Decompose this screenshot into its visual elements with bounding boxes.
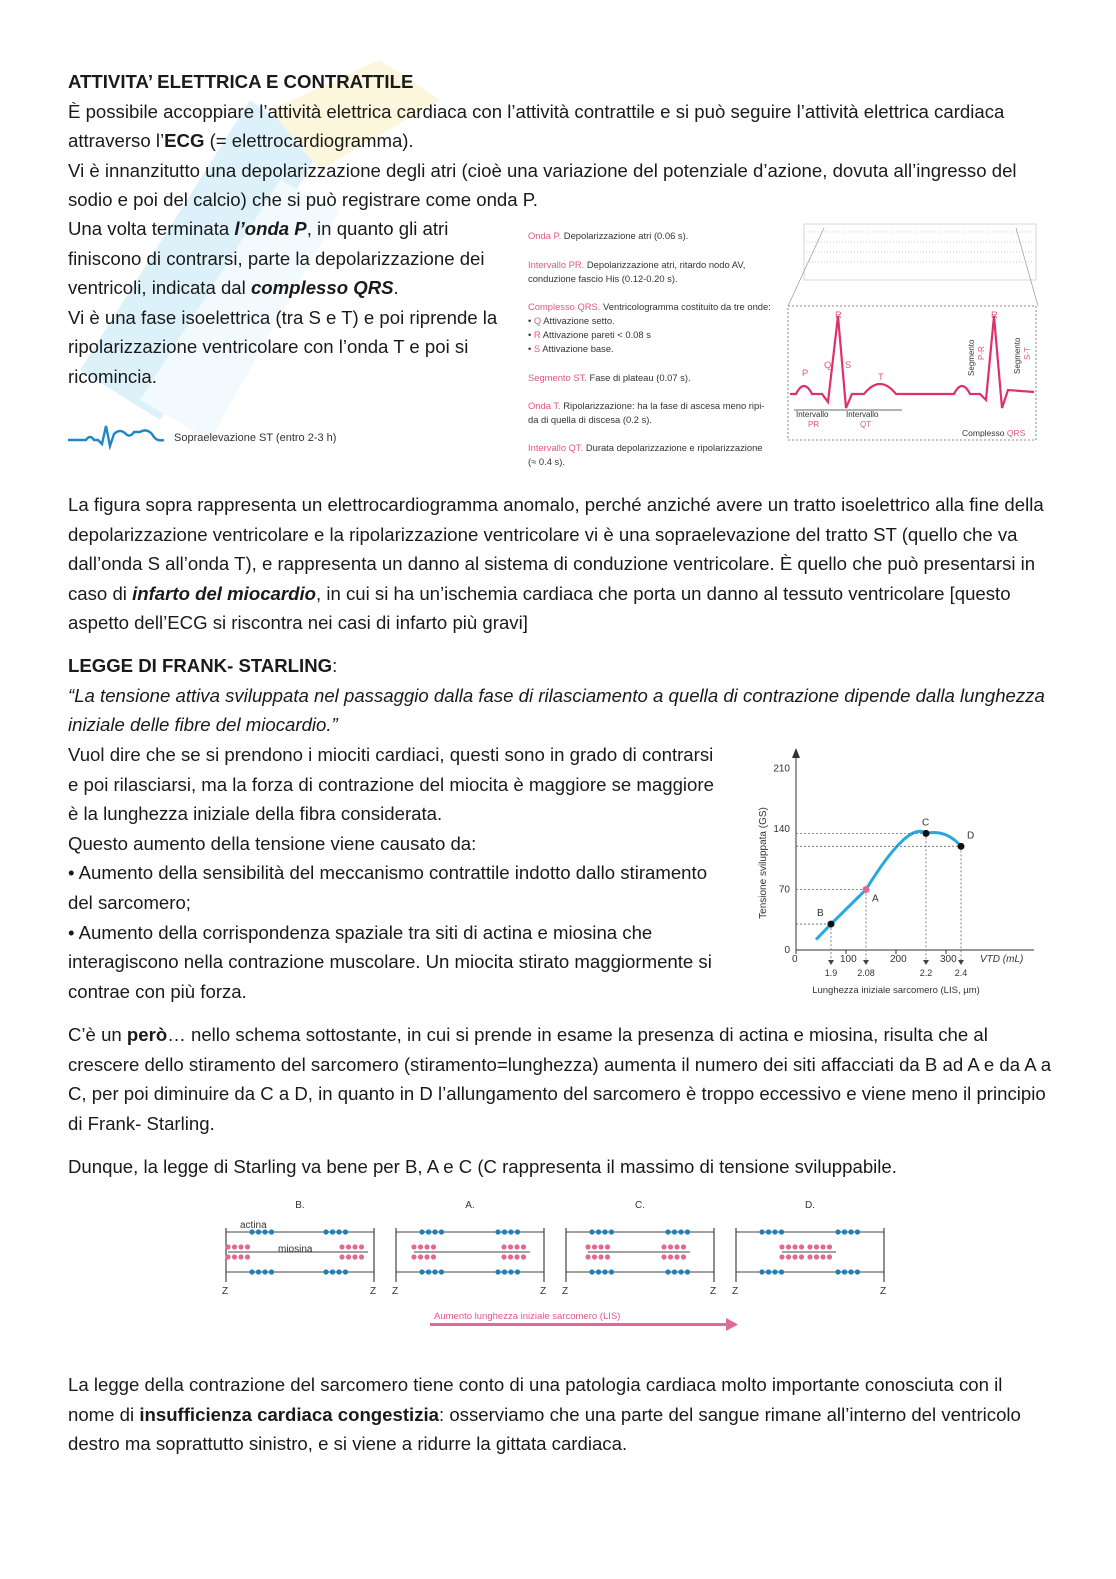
- caption-s: • S Attivazione base.: [528, 343, 614, 354]
- filament-bead: [426, 1229, 431, 1234]
- filament-bead: [418, 1244, 423, 1249]
- section-qrs-text: [68, 214, 500, 392]
- paragraph: [68, 97, 1053, 156]
- filament-bead: [814, 1254, 819, 1259]
- filament-bead: [346, 1244, 351, 1249]
- y-tick-label: 140: [773, 824, 790, 836]
- seg-st-label: Segmento: [1013, 337, 1022, 374]
- filament-bead: [799, 1254, 804, 1259]
- filament-bead: [330, 1229, 335, 1234]
- caption-st: Segmento ST. Fase di plateau (0.07 s).: [528, 372, 691, 383]
- filament-bead: [336, 1269, 341, 1274]
- x-tick-label: 100: [840, 954, 857, 965]
- ecg-figure: [524, 218, 1044, 472]
- st-trace: [68, 426, 164, 446]
- text: (= elettrocardiogramma).: [204, 130, 414, 152]
- y-tick-label: 0: [784, 945, 790, 956]
- bullet-item: • Aumento della corrispondenza spaziale tra siti di actina e miosina che interagiscono nella contrazione muscolare. Un miocita stirato maggiormente si contrae con più forza.: [68, 921, 712, 1002]
- filament-bead: [256, 1269, 261, 1274]
- filament-bead: [508, 1254, 513, 1259]
- x2-tick-label: 2.4: [954, 968, 968, 978]
- caption-qt-2: (≈ 0.4 s).: [528, 456, 565, 467]
- pr-label: Intervallo: [796, 410, 829, 419]
- paragraph: Questo aumento della tensione viene causato da:: [68, 832, 477, 854]
- paragraph: C’è un però… nello schema sottostante, in cui si prende in esame la presenza di actina e miosina, risulta che al crescere dello stiramento del sarcomero (stiramento=lunghezza) aumenta il numero dei siti affacciati da B ad A e da A a C, per poi diminuire da C a D, in quanto in D l’allungamento del sarcomero è troppo eccessivo e viene meno il principio di Frank- Starling.: [68, 1024, 1052, 1134]
- x2-tick-label: 2.08: [857, 968, 875, 978]
- length-arrow: [430, 1323, 726, 1326]
- filament-bead: [665, 1269, 670, 1274]
- filament-bead: [521, 1244, 526, 1249]
- filament-bead: [668, 1244, 673, 1249]
- filament-bead: [807, 1244, 812, 1249]
- filament-bead: [336, 1229, 341, 1234]
- filament-bead: [346, 1254, 351, 1259]
- section-heart-failure: [68, 1370, 1053, 1459]
- paragraph: Vi è innanzitutto una depolarizzazione degli atri (cioè una variazione del potenziale d’azione, dovuta all’ingresso del sodio e poi del calcio) che si può registrare come onda P.: [68, 159, 1017, 211]
- filament-bead: [426, 1269, 431, 1274]
- filament-bead: [508, 1244, 513, 1249]
- sarcomere-figure: [214, 1198, 904, 1338]
- filament-bead: [269, 1269, 274, 1274]
- bullet-item: • Aumento della sensibilità del meccanismo contrattile indotto dallo stiramento del sarcomero;: [68, 862, 708, 913]
- filament-bead: [827, 1254, 832, 1259]
- z-label: Z: [222, 1286, 229, 1297]
- filament-bead: [323, 1229, 328, 1234]
- paragraph: [68, 490, 1053, 638]
- paragraph: La legge della contrazione del sarcomero tiene conto di una patologia cardiaca molto importante conosciuta con il nome di insufficienza cardiaca congestizia: osserviamo che una parte del sangue rimane all’interno del ventricolo destro ma soprattutto sinistro, e si viene a ridurre la gittata cardiaca.: [68, 1374, 1021, 1455]
- filament-bead: [609, 1229, 614, 1234]
- point-label: D: [967, 830, 975, 842]
- filament-bead: [855, 1269, 860, 1274]
- frank-starling-chart: [748, 748, 1038, 998]
- length-arrow-head: [726, 1318, 738, 1331]
- seg-pr-label-2: P-R: [977, 346, 986, 360]
- guide-arrow: [828, 960, 834, 965]
- filament-bead: [779, 1244, 784, 1249]
- z-label: Z: [370, 1286, 377, 1297]
- filament-bead: [848, 1269, 853, 1274]
- y-tick-label: 210: [773, 763, 790, 775]
- caption-t-2: da di quella di discesa (0.2 s).: [528, 414, 653, 425]
- wave-r2-label: R: [991, 309, 998, 320]
- filament-bead: [799, 1244, 804, 1249]
- point-label: A: [872, 893, 879, 905]
- y-tick-label: 70: [778, 884, 790, 896]
- section-title: LEGGE DI FRANK- STARLING:: [68, 655, 338, 676]
- filament-bead: [609, 1269, 614, 1274]
- filament-bead: [598, 1254, 603, 1259]
- point-label: B: [817, 908, 824, 920]
- filament-bead: [766, 1269, 771, 1274]
- filament-bead: [786, 1254, 791, 1259]
- filament-bead: [431, 1244, 436, 1249]
- x-tick-label: 300: [940, 954, 957, 965]
- filament-bead: [238, 1244, 243, 1249]
- filament-bead: [359, 1244, 364, 1249]
- filament-bead: [225, 1244, 230, 1249]
- z-label: Z: [562, 1286, 569, 1297]
- filament-bead: [814, 1244, 819, 1249]
- complex-label: Complesso QRS: [962, 428, 1026, 438]
- filament-bead: [842, 1269, 847, 1274]
- section-ecg-anomaly: [68, 490, 1053, 638]
- filament-bead: [339, 1244, 344, 1249]
- filament-bead: [424, 1244, 429, 1249]
- section-sarcomere-text: [68, 1020, 1053, 1182]
- y-axis-arrow: [792, 748, 800, 758]
- z-label: Z: [880, 1286, 887, 1297]
- bold-italic-term: infarto del miocardio: [132, 582, 316, 604]
- filament-bead: [835, 1229, 840, 1234]
- filament-bead: [592, 1254, 597, 1259]
- filament-bead: [779, 1229, 784, 1234]
- x-tick-label: 200: [890, 954, 907, 965]
- actina-label: actina: [240, 1220, 267, 1231]
- filament-bead: [605, 1244, 610, 1249]
- filament-bead: [502, 1229, 507, 1234]
- y-axis-label: Tensione sviluppata (GS): [758, 807, 769, 919]
- filament-bead: [835, 1269, 840, 1274]
- filament-bead: [501, 1244, 506, 1249]
- z-label: Z: [732, 1286, 739, 1297]
- caption-qrs: Complesso QRS. Ventricologramma costituito da tre onde:: [528, 301, 771, 312]
- filament-bead: [245, 1254, 250, 1259]
- filament-bead: [508, 1269, 513, 1274]
- section-electrical-activity: [68, 67, 1053, 215]
- filament-bead: [685, 1269, 690, 1274]
- filament-bead: [779, 1254, 784, 1259]
- panel-label: C.: [635, 1200, 645, 1211]
- text: .: [393, 277, 399, 299]
- filament-bead: [343, 1269, 348, 1274]
- filament-bead: [411, 1244, 416, 1249]
- filament-bead: [592, 1244, 597, 1249]
- qt-label-2: QT: [860, 420, 872, 429]
- caption-qt: Intervallo QT. Durata depolarizzazione e ripolarizzazione: [528, 442, 763, 453]
- filament-bead: [674, 1244, 679, 1249]
- filament-bead: [352, 1244, 357, 1249]
- filament-bead: [759, 1269, 764, 1274]
- filament-bead: [339, 1254, 344, 1259]
- filament-bead: [602, 1269, 607, 1274]
- filament-bead: [585, 1244, 590, 1249]
- caption-t: Onda T. Ripolarizzazione: ha la fase di ascesa meno ripi-: [528, 400, 765, 411]
- curve: [816, 831, 961, 939]
- paragraph: Dunque, la legge di Starling va bene per B, A e C (C rappresenta il massimo di tensione sviluppabile.: [68, 1156, 897, 1178]
- filament-bead: [598, 1244, 603, 1249]
- paragraph: Vi è una fase isoelettrica (tra S e T) e poi riprende la ripolarizzazione ventricolare con l’onda T e poi si ricomincia.: [68, 306, 498, 387]
- filament-bead: [855, 1229, 860, 1234]
- point-D: [958, 843, 965, 850]
- x2-axis-label: Lunghezza iniziale sarcomero (LIS, µm): [812, 985, 980, 996]
- z-label: Z: [540, 1286, 547, 1297]
- filament-bead: [681, 1254, 686, 1259]
- filament-bead: [602, 1229, 607, 1234]
- filament-bead: [431, 1254, 436, 1259]
- paragraph: Vuol dire che se si prendono i miociti cardiaci, questi sono in grado di contrarsi e poi rilasciarsi, ma la forza di contrazione del miocita è maggiore se maggiore è la lunghezza iniziale della fibra considerata.: [68, 744, 714, 825]
- z-label: Z: [392, 1286, 399, 1297]
- filament-bead: [269, 1229, 274, 1234]
- filament-bead: [672, 1229, 677, 1234]
- filament-bead: [419, 1229, 424, 1234]
- filament-bead: [352, 1254, 357, 1259]
- filament-bead: [419, 1269, 424, 1274]
- filament-bead: [515, 1229, 520, 1234]
- filament-bead: [249, 1269, 254, 1274]
- point-C: [923, 830, 930, 837]
- caption-pr: Intervallo PR. Depolarizzazione atri, ritardo nodo AV,: [528, 259, 746, 270]
- filament-bead: [759, 1229, 764, 1234]
- z-label: Z: [710, 1286, 717, 1297]
- x-axis-label: VTD (mL): [980, 954, 1024, 965]
- filament-bead: [359, 1254, 364, 1259]
- bold-italic-term: complesso QRS: [250, 277, 394, 299]
- point-label: C: [922, 817, 930, 829]
- arrow-label: Aumento lunghezza iniziale sarcomero (LIS): [434, 1311, 621, 1322]
- x2-tick-label: 1.9: [824, 968, 838, 978]
- section-frank-starling: [68, 651, 1053, 740]
- quote: “La tensione attiva sviluppata nel passaggio dalla fase di rilasciamento a quella di contrazione dipende dalla lunghezza iniziale delle fibre del miocardio.”: [68, 684, 1045, 736]
- filament-bead: [661, 1254, 666, 1259]
- filament-bead: [807, 1254, 812, 1259]
- filament-bead: [848, 1229, 853, 1234]
- caption-r: • R Attivazione pareti < 0.08 s: [528, 329, 651, 340]
- x-tick-label: 0: [792, 954, 798, 965]
- filament-bead: [343, 1229, 348, 1234]
- seg-st-label-2: S-T: [1023, 347, 1032, 360]
- filament-bead: [779, 1269, 784, 1274]
- filament-bead: [411, 1254, 416, 1259]
- filament-bead: [589, 1269, 594, 1274]
- section-title: ATTIVITA’ ELETTRICA E CONTRATTILE: [68, 71, 414, 92]
- filament-bead: [792, 1244, 797, 1249]
- filament-bead: [514, 1244, 519, 1249]
- filament-bead: [820, 1254, 825, 1259]
- filament-bead: [432, 1229, 437, 1234]
- wave-t-label: T: [878, 371, 884, 382]
- wave-q-label: Q: [824, 359, 832, 370]
- filament-bead: [678, 1269, 683, 1274]
- wave-s-label: S: [845, 359, 852, 370]
- guide-arrow: [863, 960, 869, 965]
- filament-bead: [786, 1244, 791, 1249]
- filament-bead: [820, 1244, 825, 1249]
- filament-bead: [502, 1269, 507, 1274]
- filament-bead: [772, 1269, 777, 1274]
- text: La figura sopra rappresenta un elettrocardiogramma anomalo, perché anziché avere un tratto isoelettrico alla fine della depolarizzazione ventricolare e la ripolarizzazione ventricolare vi è una sopraelevazione del tratto ST (quello che va dall’onda S all’onda T), e rappresenta un danno al sistema di conduzione ventricolare. È quello che può presentarsi in caso di: [68, 494, 1044, 604]
- filament-bead: [792, 1254, 797, 1259]
- filament-bead: [672, 1269, 677, 1274]
- filament-bead: [605, 1254, 610, 1259]
- filament-bead: [661, 1244, 666, 1249]
- point-A: [863, 886, 870, 893]
- panel-label: A.: [465, 1200, 475, 1211]
- filament-bead: [678, 1229, 683, 1234]
- pr-label-2: PR: [808, 420, 820, 429]
- bold-italic-term: l’onda P: [234, 218, 307, 239]
- filament-bead: [495, 1229, 500, 1234]
- filament-bead: [330, 1269, 335, 1274]
- filament-bead: [508, 1229, 513, 1234]
- filament-bead: [674, 1254, 679, 1259]
- filament-bead: [432, 1269, 437, 1274]
- filament-bead: [665, 1229, 670, 1234]
- filament-bead: [521, 1254, 526, 1259]
- filament-bead: [772, 1229, 777, 1234]
- point-B: [828, 921, 835, 928]
- section-frank-starling-body: [68, 740, 718, 1006]
- caption-onda-p: Onda P. Depolarizzazione atri (0.06 s).: [528, 230, 689, 241]
- text: , in cui si ha un’ischemia cardiaca che porta un danno al tessuto ventricolare [questo aspetto dell’ECG si riscontra nei casi di infarto più gravi]: [68, 582, 1011, 634]
- filament-bead: [439, 1229, 444, 1234]
- wave-r-label: R: [835, 309, 842, 320]
- filament-bead: [501, 1254, 506, 1259]
- filament-bead: [515, 1269, 520, 1274]
- st-elevation-figure: [66, 420, 366, 454]
- st-label: Sopraelevazione ST (entro 2-3 h): [174, 432, 337, 444]
- filament-bead: [589, 1229, 594, 1234]
- filament-bead: [681, 1244, 686, 1249]
- text: È possibile accoppiare l’attività elettrica cardiaca con l’attività contrattile e si può seguire l’attività elettrica cardiaca attraverso l’: [68, 100, 1005, 152]
- text: , in quanto gli atri finiscono di contrarsi, parte la depolarizzazione dei ventricoli, indicata dal: [68, 218, 485, 299]
- filament-bead: [842, 1229, 847, 1234]
- miosina-label: miosina: [278, 1244, 313, 1255]
- filament-bead: [245, 1244, 250, 1249]
- filament-bead: [262, 1269, 267, 1274]
- x2-tick-label: 2.2: [919, 968, 933, 978]
- caption-q: • Q Attivazione setto.: [528, 315, 615, 326]
- filament-bead: [827, 1244, 832, 1249]
- filament-bead: [766, 1229, 771, 1234]
- filament-bead: [418, 1254, 423, 1259]
- panel-label: D.: [805, 1200, 815, 1211]
- filament-bead: [232, 1244, 237, 1249]
- text: Una volta terminata: [68, 218, 235, 239]
- filament-bead: [585, 1254, 590, 1259]
- guide-arrow: [958, 960, 964, 965]
- filament-bead: [596, 1229, 601, 1234]
- filament-bead: [238, 1254, 243, 1259]
- guide-arrow: [923, 960, 929, 965]
- wave-p-label: P: [802, 367, 809, 378]
- filament-bead: [668, 1254, 673, 1259]
- filament-bead: [685, 1229, 690, 1234]
- filament-bead: [439, 1269, 444, 1274]
- bold-term: ECG: [164, 130, 205, 152]
- caption-pr-2: conduzione fascio His (0.12-0.20 s).: [528, 273, 678, 284]
- filament-bead: [596, 1269, 601, 1274]
- paragraph: [68, 214, 500, 303]
- qt-label: Intervallo: [846, 410, 879, 419]
- filament-bead: [323, 1269, 328, 1274]
- filament-bead: [225, 1254, 230, 1259]
- filament-bead: [495, 1269, 500, 1274]
- panel-label: B.: [295, 1200, 305, 1211]
- filament-bead: [232, 1254, 237, 1259]
- filament-bead: [514, 1254, 519, 1259]
- seg-pr-label: Segmento: [967, 339, 976, 376]
- filament-bead: [424, 1254, 429, 1259]
